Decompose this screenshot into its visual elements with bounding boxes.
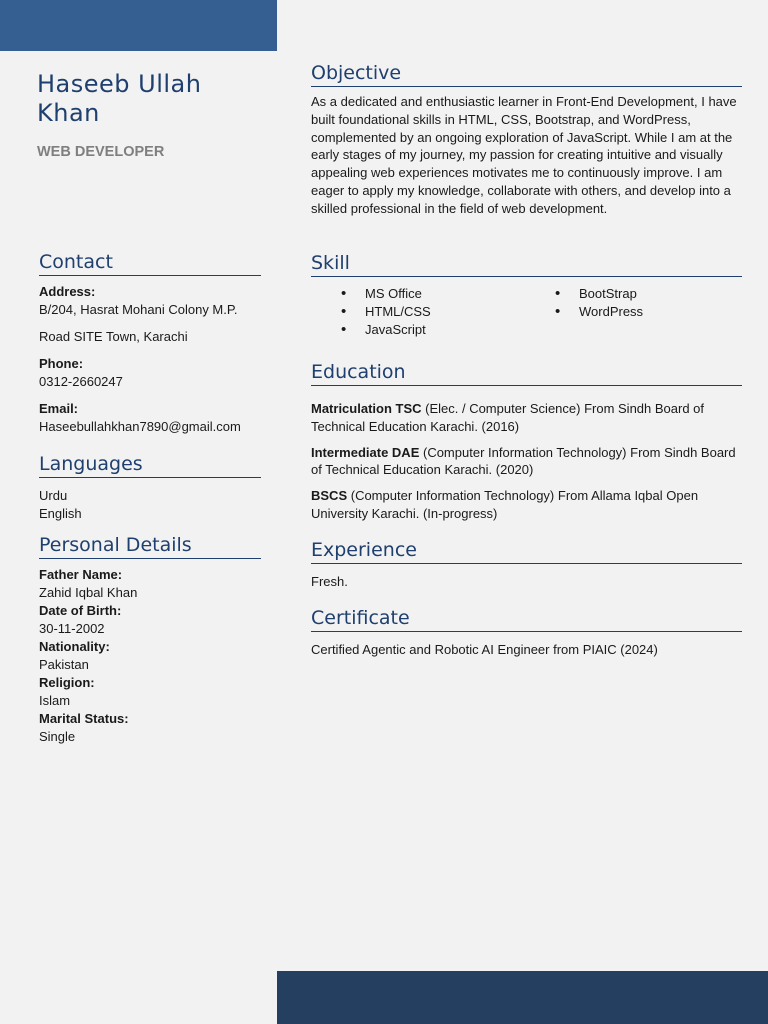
marital-status-value: Single — [39, 729, 76, 744]
skill-list — [311, 285, 742, 339]
phone-label: Phone: — [39, 356, 84, 371]
skill-section — [311, 252, 742, 339]
education-detail: (Elec. / Computer Science) From Sindh Board of Technical Education Karachi. (2016) — [311, 401, 705, 434]
certificate-section — [311, 607, 742, 659]
address-line-2: Road SITE Town, Karachi — [39, 329, 188, 344]
experience-section — [311, 539, 742, 591]
phone-value: 0312-2660247 — [39, 374, 123, 389]
education-degree: Matriculation TSC — [311, 401, 422, 416]
certificate-title: Certificate — [311, 607, 742, 632]
objective-title: Objective — [311, 62, 742, 87]
father-name-value: Zahid Iqbal Khan — [39, 585, 138, 600]
email-label: Email: — [39, 401, 79, 416]
education-entry — [311, 400, 742, 436]
education-entry — [311, 444, 742, 480]
languages-title: Languages — [39, 453, 261, 478]
address-label: Address: — [39, 284, 96, 299]
email-value: Haseebullahkhan7890@gmail.com — [39, 419, 241, 434]
experience-text: Fresh. — [311, 574, 348, 589]
religion-label: Religion: — [39, 675, 95, 690]
education-detail: (Computer Information Technology) From Allama Iqbal Open University Karachi. (In-progress) — [311, 488, 699, 521]
education-title: Education — [311, 361, 742, 386]
dob-label: Date of Birth: — [39, 603, 122, 618]
experience-title: Experience — [311, 539, 742, 564]
candidate-role: WEB DEVELOPER — [37, 144, 165, 160]
nationality-value: Pakistan — [39, 657, 89, 672]
language-item: Urdu — [39, 488, 68, 503]
skill-item: • BootStrap — [555, 285, 637, 303]
skill-item: • WordPress — [555, 303, 643, 321]
dob-value: 30-11-2002 — [39, 621, 105, 636]
skill-item: • JavaScript — [341, 321, 426, 339]
skill-title: Skill — [311, 252, 742, 277]
top-accent-band — [0, 0, 277, 51]
objective-section — [311, 62, 742, 218]
education-degree: Intermediate DAE — [311, 444, 420, 460]
languages-section — [39, 453, 261, 523]
contact-section — [39, 251, 261, 436]
objective-text: As a dedicated and enthusiastic learner in Front-End Development, I have built foundational skills in HTML, CSS, Bootstrap, and WordPress, complemented by an ongoing exploration of JavaScript. While I am at the early stages of my journey, my passion for creating intuitive and visually appealing web experiences motivates me to continuously improve. I am eager to apply my knowledge, collaborate with others, and develop into a skilled professional in the field of web development. — [311, 94, 737, 216]
skill-item: • HTML/CSS — [341, 303, 431, 321]
education-detail: (Computer Information Technology) From Sindh Board of Technical Education Karachi. (2020) — [311, 444, 736, 478]
marital-status-label: Marital Status: — [39, 711, 129, 726]
language-item: English — [39, 506, 82, 521]
personal-details-section — [39, 534, 261, 746]
personal-details-title: Personal Details — [39, 534, 261, 559]
religion-value: Islam — [39, 693, 71, 708]
father-name-label: Father Name: — [39, 567, 123, 582]
contact-title: Contact — [39, 251, 261, 276]
skill-item: • MS Office — [341, 285, 422, 303]
education-degree: BSCS — [311, 488, 348, 504]
education-entry — [311, 487, 742, 523]
candidate-name: Haseeb Ullah Khan — [37, 70, 202, 127]
address-line-1: B/204, Hasrat Mohani Colony M.P. — [39, 302, 238, 317]
certificate-text: Certified Agentic and Robotic AI Engineer from PIAIC (2024) — [311, 642, 658, 657]
nationality-label: Nationality: — [39, 639, 110, 654]
bottom-accent-band — [277, 971, 768, 1024]
education-section — [311, 361, 742, 523]
